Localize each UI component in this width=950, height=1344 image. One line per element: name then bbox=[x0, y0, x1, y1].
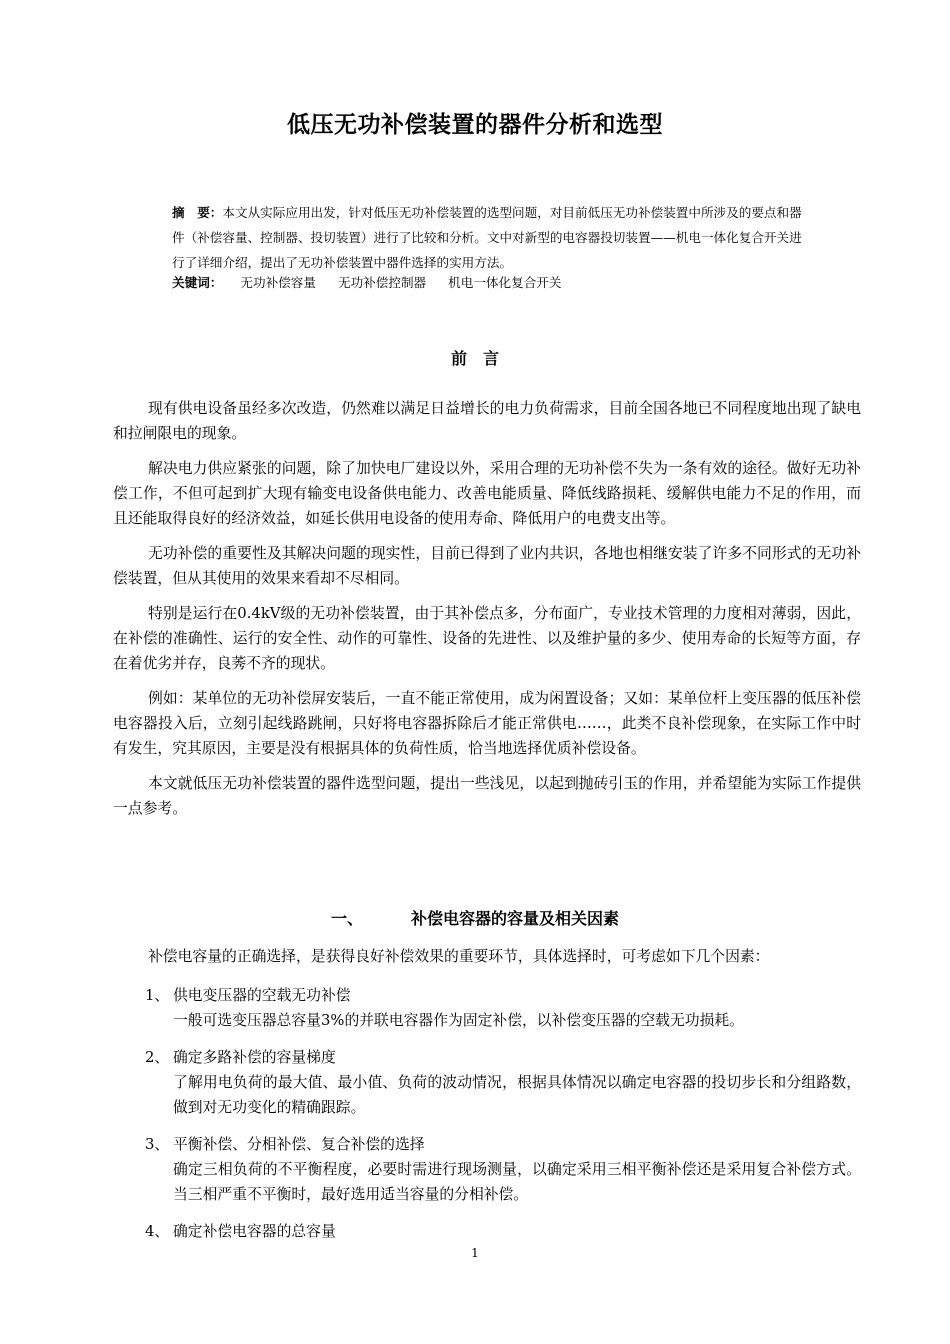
list-item bbox=[145, 1132, 861, 1207]
document-title: 低压无功补偿装置的器件分析和选型 bbox=[287, 112, 663, 138]
keywords bbox=[172, 272, 812, 294]
preface-paragraph: 解决电力供应紧张的问题，除了加快电厂建设以外，采用合理的无功补偿不失为一条有效的途径。做好无功补偿工作，不但可起到扩大现有输变电设备供电能力、改善电能质量、降低线路损耗、缓解供电能力不足的作用，而且还能取得良好的经济效益，如延长供用电设备的使用寿命、降低用户的电费支出等。 bbox=[113, 460, 861, 527]
list-item-title: 确定多路补偿的容量梯度 bbox=[173, 1049, 336, 1066]
abstract-text: 本文从实际应用出发，针对低压无功补偿装置的选型问题，对目前低压无功补偿装置中所涉及的要点和器件（补偿容量、控制器、投切装置）进行了比较和分析。文中对新型的电容器投切装置——机电一体化复合开关进行了详细介绍，提出了无功补偿装置中器件选择的实用方法。 bbox=[172, 205, 802, 270]
page-number: 1 bbox=[471, 1246, 479, 1260]
list-item bbox=[145, 983, 861, 1033]
preface-paragraph: 例如：某单位的无功补偿屏安装后，一直不能正常使用，成为闲置设备；又如：某单位杆上变压器的低压补偿电容器投入后，立刻引起线路跳闸，只好将电容器拆除后才能正常供电……，此类不良补偿现象，在实际工作中时有发生，究其原因，主要是没有根据具体的负荷性质，恰当地选择优质补偿设备。 bbox=[113, 690, 861, 757]
preface-paragraph: 特别是运行在0.4kV级的无功补偿装置，由于其补偿点多，分布面广，专业技术管理的力度相对薄弱，因此，在补偿的准确性、运行的安全性、动作的可靠性、设备的先进性、以及维护量的多少、使用寿命的长短等方面，存在着优劣并存，良莠不齐的现状。 bbox=[113, 605, 861, 672]
abstract-label: 摘 要： bbox=[172, 205, 223, 220]
list-item-title: 确定补偿电容器的总容量 bbox=[173, 1223, 336, 1240]
abstract bbox=[172, 200, 812, 275]
list-item bbox=[145, 1219, 861, 1244]
factor-list bbox=[145, 983, 861, 1256]
list-item-number: 2、 bbox=[145, 1049, 170, 1066]
list-item-title: 平衡补偿、分相补偿、复合补偿的选择 bbox=[173, 1136, 425, 1153]
section-1-intro bbox=[113, 944, 861, 979]
list-item-number: 3、 bbox=[145, 1136, 170, 1153]
section-1-title: 补偿电容器的容量及相关因素 bbox=[411, 909, 620, 928]
list-item-desc: 一般可选变压器总容量3%的并联电容器作为固定补偿，以补偿变压器的空载无功损耗。 bbox=[173, 1012, 744, 1029]
section-1-heading bbox=[0, 906, 950, 929]
keyword-item: 机电一体化复合开关 bbox=[448, 275, 562, 290]
preface-body bbox=[113, 396, 861, 831]
list-item-number: 4、 bbox=[145, 1223, 170, 1240]
keyword-item: 无功补偿控制器 bbox=[337, 275, 427, 290]
preface-heading: 前 言 bbox=[450, 349, 499, 368]
keyword-item: 无功补偿容量 bbox=[240, 275, 316, 290]
list-item bbox=[145, 1045, 861, 1120]
preface-paragraph: 本文就低压无功补偿装置的器件选型问题，提出一些浅见，以起到抛砖引玉的作用，并希望能为实际工作提供一点参考。 bbox=[113, 775, 861, 817]
section-1-number: 一、 bbox=[330, 909, 363, 928]
keywords-label: 关键词： bbox=[172, 275, 223, 290]
section-1-intro-text: 补偿电容量的正确选择，是获得良好补偿效果的重要环节，具体选择时，可考虑如下几个因素： bbox=[148, 948, 770, 965]
list-item-desc: 了解用电负荷的最大值、最小值、负荷的波动情况，根据具体情况以确定电容器的投切步长和分组路数，做到对无功变化的精确跟踪。 bbox=[173, 1074, 861, 1116]
preface-paragraph: 现有供电设备虽经多次改造，仍然难以满足日益增长的电力负荷需求，目前全国各地已不同程度地出现了缺电和拉闸限电的现象。 bbox=[113, 400, 861, 442]
list-item-desc: 确定三相负荷的不平衡程度，必要时需进行现场测量，以确定采用三相平衡补偿还是采用复合补偿方式。当三相严重不平衡时，最好选用适当容量的分相补偿。 bbox=[173, 1161, 861, 1203]
list-item-number: 1、 bbox=[145, 987, 170, 1004]
preface-paragraph: 无功补偿的重要性及其解决问题的现实性，目前已得到了业内共识，各地也相继安装了许多不同形式的无功补偿装置，但从其使用的效果来看却不尽相同。 bbox=[113, 545, 861, 587]
list-item-title: 供电变压器的空载无功补偿 bbox=[173, 987, 351, 1004]
